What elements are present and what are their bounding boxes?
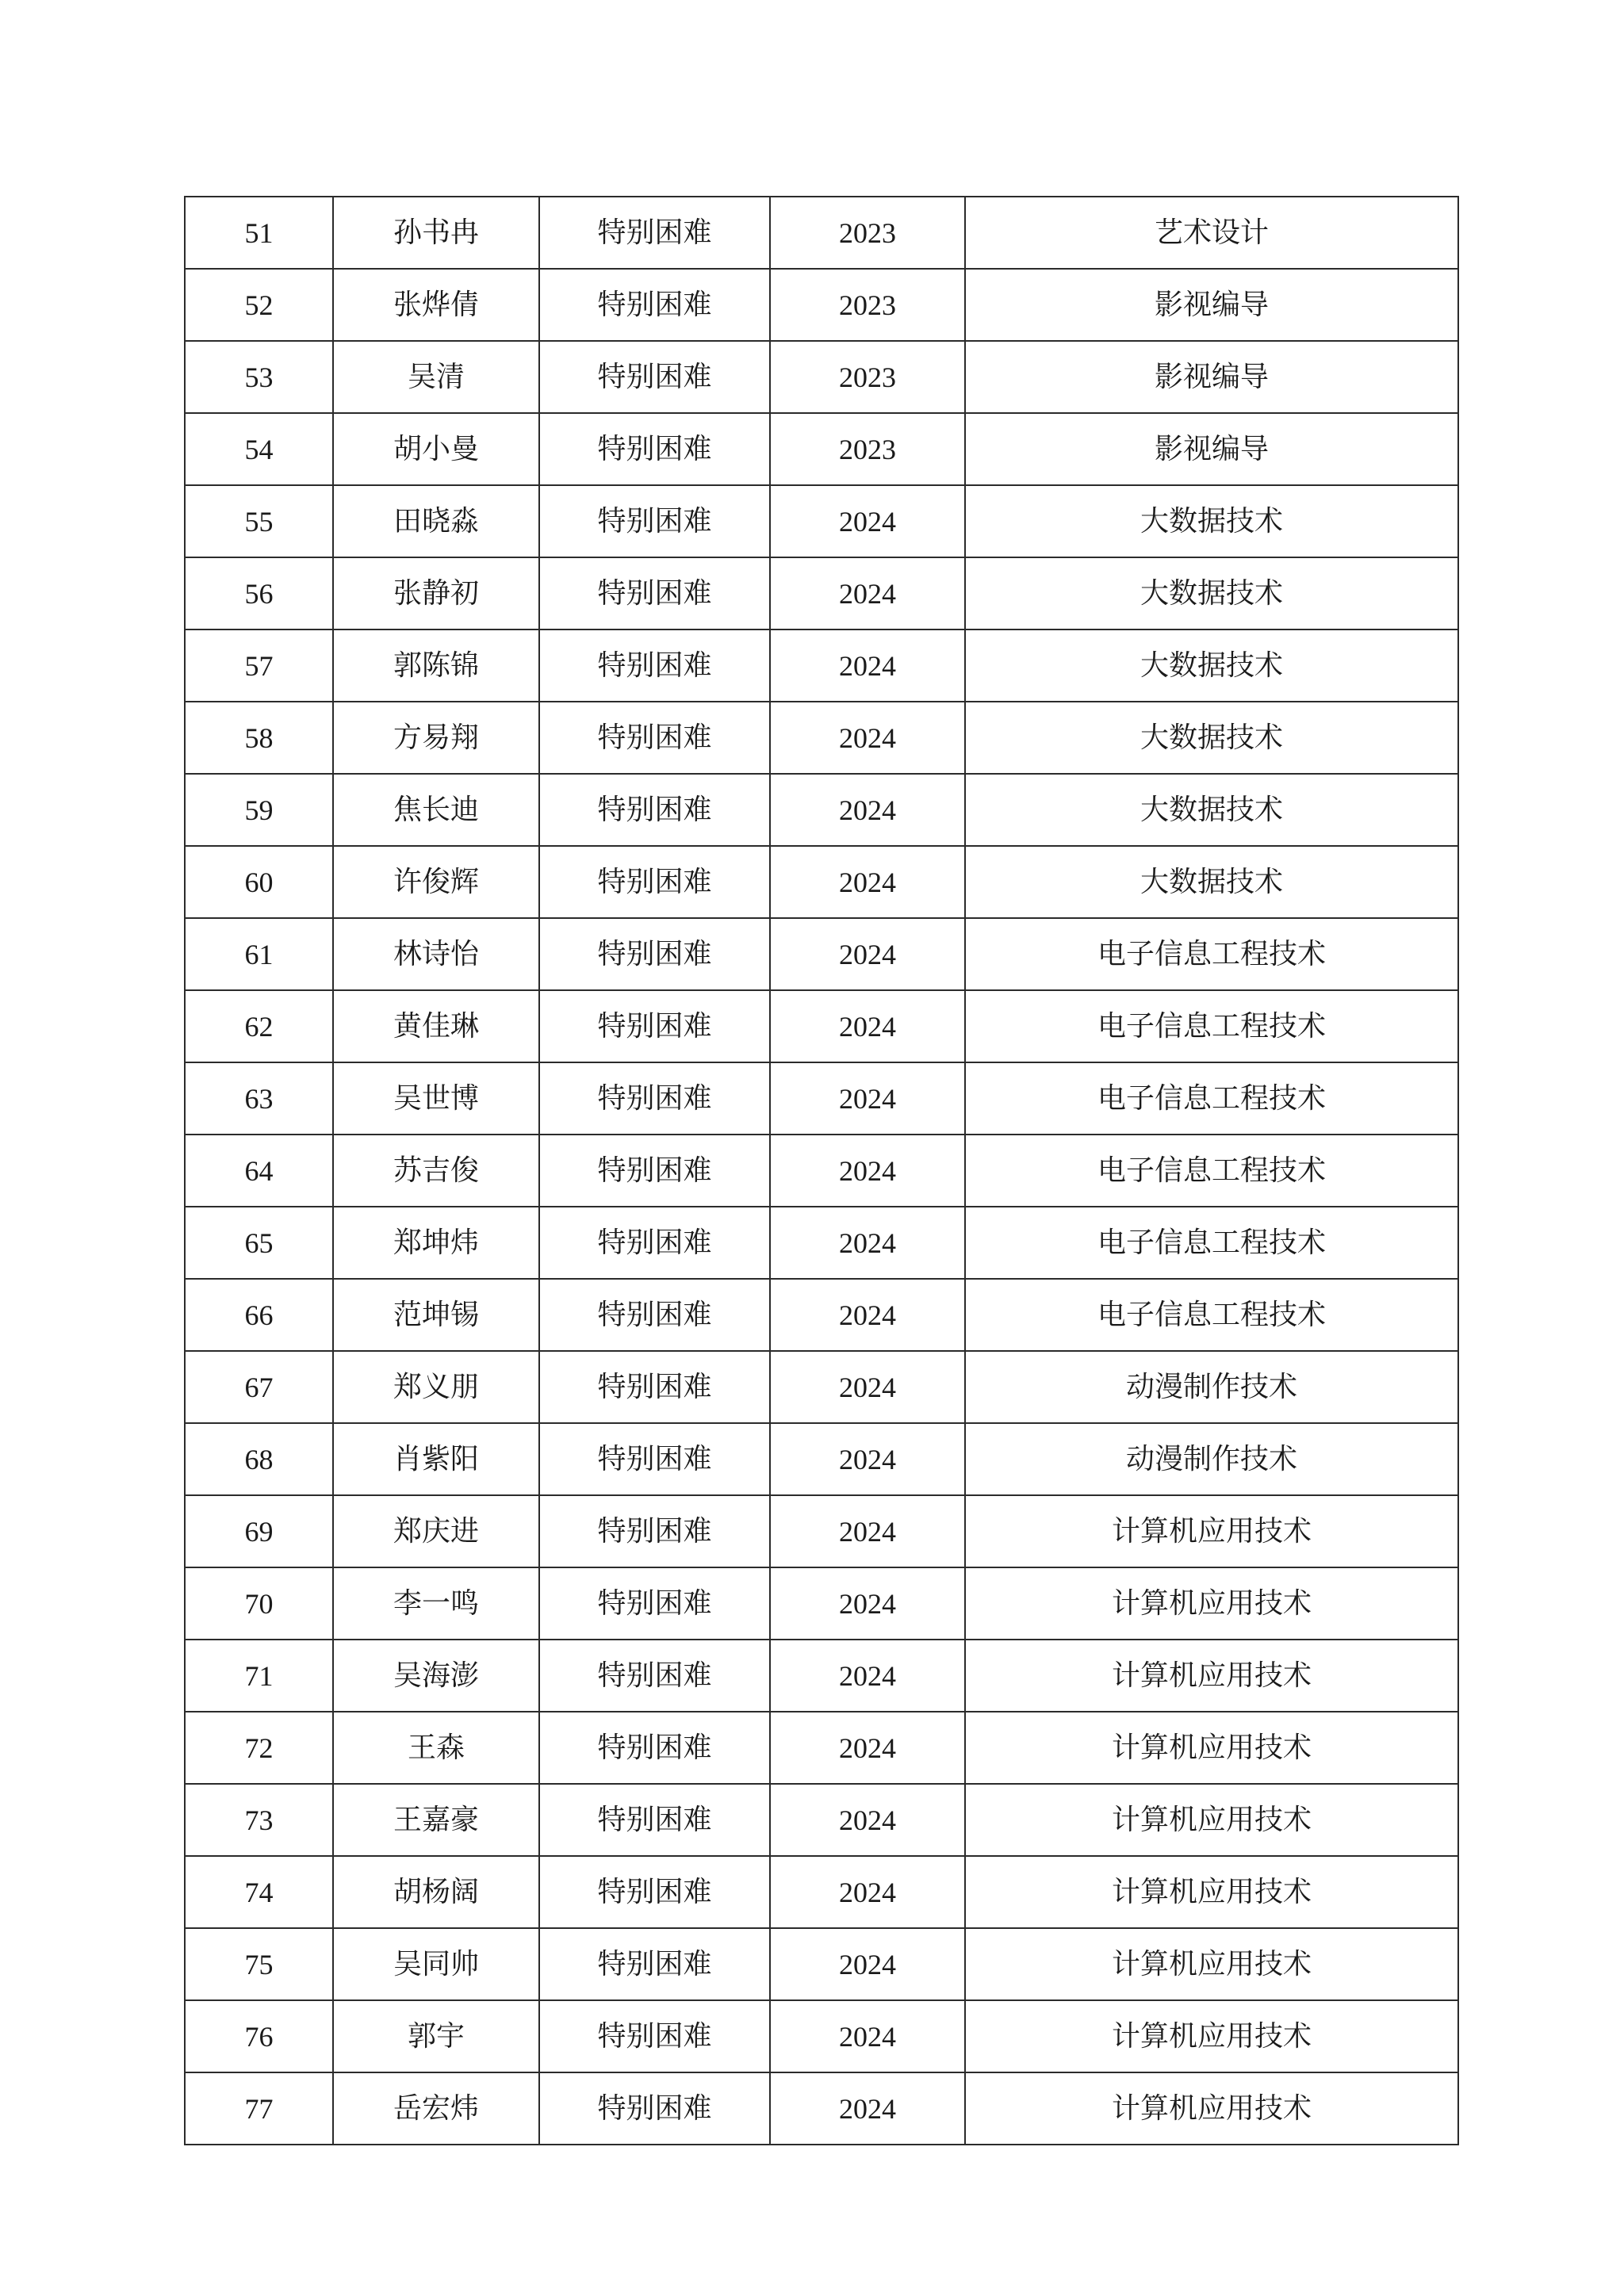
table-row <box>185 1856 1458 1928</box>
grade-year-cell: 2024 <box>770 846 965 918</box>
major-cell: 计算机应用技术 <box>965 1856 1458 1928</box>
student-name-cell: 焦长迪 <box>333 774 539 846</box>
table-row <box>185 2072 1458 2145</box>
major-cell: 大数据技术 <box>965 629 1458 702</box>
grade-year-cell: 2024 <box>770 1567 965 1640</box>
grade-year-cell: 2024 <box>770 1279 965 1351</box>
major-cell: 电子信息工程技术 <box>965 990 1458 1062</box>
major-cell: 动漫制作技术 <box>965 1351 1458 1423</box>
student-name-cell: 吴海澎 <box>333 1640 539 1712</box>
difficulty-level-cell: 特别困难 <box>539 341 770 413</box>
row-number-cell: 61 <box>185 918 333 990</box>
table-row <box>185 1928 1458 2000</box>
student-name-cell: 郭陈锦 <box>333 629 539 702</box>
row-number-cell: 51 <box>185 197 333 269</box>
grade-year-cell: 2024 <box>770 1712 965 1784</box>
student-name-cell: 张烨倩 <box>333 269 539 341</box>
student-name-cell: 田晓淼 <box>333 485 539 557</box>
table-row <box>185 1784 1458 1856</box>
table-row <box>185 2000 1458 2072</box>
difficulty-level-cell: 特别困难 <box>539 1495 770 1567</box>
difficulty-level-cell: 特别困难 <box>539 702 770 774</box>
student-name-cell: 胡杨阔 <box>333 1856 539 1928</box>
grade-year-cell: 2024 <box>770 1784 965 1856</box>
table-row <box>185 1567 1458 1640</box>
grade-year-cell: 2023 <box>770 413 965 485</box>
grade-year-cell: 2024 <box>770 1351 965 1423</box>
difficulty-level-cell: 特别困难 <box>539 918 770 990</box>
student-name-cell: 孙书冉 <box>333 197 539 269</box>
student-name-cell: 张静初 <box>333 557 539 629</box>
difficulty-level-cell: 特别困难 <box>539 413 770 485</box>
table-row <box>185 1279 1458 1351</box>
student-name-cell: 李一鸣 <box>333 1567 539 1640</box>
student-name-cell: 黄佳琳 <box>333 990 539 1062</box>
table-row <box>185 629 1458 702</box>
grade-year-cell: 2023 <box>770 269 965 341</box>
table-row <box>185 702 1458 774</box>
difficulty-level-cell: 特别困难 <box>539 774 770 846</box>
major-cell: 电子信息工程技术 <box>965 918 1458 990</box>
grade-year-cell: 2023 <box>770 341 965 413</box>
major-cell: 大数据技术 <box>965 557 1458 629</box>
grade-year-cell: 2024 <box>770 1062 965 1135</box>
student-name-cell: 范坤锡 <box>333 1279 539 1351</box>
grade-year-cell: 2024 <box>770 2072 965 2145</box>
row-number-cell: 72 <box>185 1712 333 1784</box>
table-row <box>185 1712 1458 1784</box>
major-cell: 影视编导 <box>965 341 1458 413</box>
difficulty-level-cell: 特别困难 <box>539 1207 770 1279</box>
difficulty-level-cell: 特别困难 <box>539 1567 770 1640</box>
major-cell: 动漫制作技术 <box>965 1423 1458 1495</box>
student-name-cell: 吴同帅 <box>333 1928 539 2000</box>
row-number-cell: 56 <box>185 557 333 629</box>
major-cell: 影视编导 <box>965 269 1458 341</box>
major-cell: 计算机应用技术 <box>965 1640 1458 1712</box>
row-number-cell: 59 <box>185 774 333 846</box>
row-number-cell: 57 <box>185 629 333 702</box>
difficulty-level-cell: 特别困难 <box>539 1856 770 1928</box>
row-number-cell: 64 <box>185 1135 333 1207</box>
grade-year-cell: 2024 <box>770 990 965 1062</box>
major-cell: 影视编导 <box>965 413 1458 485</box>
major-cell: 大数据技术 <box>965 846 1458 918</box>
difficulty-level-cell: 特别困难 <box>539 1423 770 1495</box>
table-row <box>185 1495 1458 1567</box>
difficulty-level-cell: 特别困难 <box>539 2072 770 2145</box>
student-name-cell: 吴世博 <box>333 1062 539 1135</box>
student-name-cell: 郭宇 <box>333 2000 539 2072</box>
student-name-cell: 许俊辉 <box>333 846 539 918</box>
row-number-cell: 62 <box>185 990 333 1062</box>
major-cell: 计算机应用技术 <box>965 1712 1458 1784</box>
table-row <box>185 1423 1458 1495</box>
table-row <box>185 557 1458 629</box>
major-cell: 电子信息工程技术 <box>965 1135 1458 1207</box>
major-cell: 计算机应用技术 <box>965 1784 1458 1856</box>
table-row <box>185 1135 1458 1207</box>
grade-year-cell: 2024 <box>770 774 965 846</box>
major-cell: 计算机应用技术 <box>965 1928 1458 2000</box>
table-row <box>185 197 1458 269</box>
row-number-cell: 65 <box>185 1207 333 1279</box>
difficulty-level-cell: 特别困难 <box>539 197 770 269</box>
table-row <box>185 1640 1458 1712</box>
row-number-cell: 63 <box>185 1062 333 1135</box>
student-name-cell: 郑义朋 <box>333 1351 539 1423</box>
student-name-cell: 吴清 <box>333 341 539 413</box>
row-number-cell: 66 <box>185 1279 333 1351</box>
table-row <box>185 918 1458 990</box>
grade-year-cell: 2024 <box>770 1135 965 1207</box>
grade-year-cell: 2024 <box>770 557 965 629</box>
difficulty-level-cell: 特别困难 <box>539 1135 770 1207</box>
student-name-cell: 林诗怡 <box>333 918 539 990</box>
row-number-cell: 53 <box>185 341 333 413</box>
student-name-cell: 郑坤炜 <box>333 1207 539 1279</box>
difficulty-level-cell: 特别困难 <box>539 1351 770 1423</box>
grade-year-cell: 2024 <box>770 1640 965 1712</box>
difficulty-level-cell: 特别困难 <box>539 485 770 557</box>
row-number-cell: 71 <box>185 1640 333 1712</box>
grade-year-cell: 2024 <box>770 1423 965 1495</box>
major-cell: 计算机应用技术 <box>965 1567 1458 1640</box>
grade-year-cell: 2024 <box>770 629 965 702</box>
row-number-cell: 70 <box>185 1567 333 1640</box>
student-name-cell: 郑庆进 <box>333 1495 539 1567</box>
row-number-cell: 68 <box>185 1423 333 1495</box>
difficulty-level-cell: 特别困难 <box>539 1062 770 1135</box>
major-cell: 大数据技术 <box>965 702 1458 774</box>
student-name-cell: 苏吉俊 <box>333 1135 539 1207</box>
difficulty-level-cell: 特别困难 <box>539 1279 770 1351</box>
student-name-cell: 胡小曼 <box>333 413 539 485</box>
difficulty-level-cell: 特别困难 <box>539 1784 770 1856</box>
student-roster-table <box>184 196 1459 2145</box>
row-number-cell: 52 <box>185 269 333 341</box>
major-cell: 计算机应用技术 <box>965 2000 1458 2072</box>
grade-year-cell: 2024 <box>770 2000 965 2072</box>
grade-year-cell: 2024 <box>770 1928 965 2000</box>
row-number-cell: 67 <box>185 1351 333 1423</box>
grade-year-cell: 2024 <box>770 485 965 557</box>
table-row <box>185 1207 1458 1279</box>
grade-year-cell: 2024 <box>770 1207 965 1279</box>
difficulty-level-cell: 特别困难 <box>539 269 770 341</box>
grade-year-cell: 2024 <box>770 1856 965 1928</box>
difficulty-level-cell: 特别困难 <box>539 629 770 702</box>
row-number-cell: 74 <box>185 1856 333 1928</box>
roster-body <box>185 197 1458 2145</box>
row-number-cell: 73 <box>185 1784 333 1856</box>
row-number-cell: 60 <box>185 846 333 918</box>
major-cell: 电子信息工程技术 <box>965 1062 1458 1135</box>
major-cell: 艺术设计 <box>965 197 1458 269</box>
difficulty-level-cell: 特别困难 <box>539 846 770 918</box>
major-cell: 大数据技术 <box>965 485 1458 557</box>
grade-year-cell: 2023 <box>770 197 965 269</box>
table-row <box>185 1351 1458 1423</box>
major-cell: 电子信息工程技术 <box>965 1279 1458 1351</box>
table-row <box>185 413 1458 485</box>
row-number-cell: 75 <box>185 1928 333 2000</box>
student-name-cell: 王森 <box>333 1712 539 1784</box>
grade-year-cell: 2024 <box>770 1495 965 1567</box>
major-cell: 计算机应用技术 <box>965 1495 1458 1567</box>
row-number-cell: 76 <box>185 2000 333 2072</box>
row-number-cell: 54 <box>185 413 333 485</box>
difficulty-level-cell: 特别困难 <box>539 1928 770 2000</box>
student-name-cell: 王嘉豪 <box>333 1784 539 1856</box>
table-row <box>185 846 1458 918</box>
student-name-cell: 肖紫阳 <box>333 1423 539 1495</box>
table-row <box>185 485 1458 557</box>
row-number-cell: 77 <box>185 2072 333 2145</box>
difficulty-level-cell: 特别困难 <box>539 557 770 629</box>
row-number-cell: 58 <box>185 702 333 774</box>
difficulty-level-cell: 特别困难 <box>539 990 770 1062</box>
major-cell: 计算机应用技术 <box>965 2072 1458 2145</box>
major-cell: 电子信息工程技术 <box>965 1207 1458 1279</box>
difficulty-level-cell: 特别困难 <box>539 1640 770 1712</box>
difficulty-level-cell: 特别困难 <box>539 2000 770 2072</box>
major-cell: 大数据技术 <box>965 774 1458 846</box>
table-row <box>185 1062 1458 1135</box>
student-name-cell: 方易翔 <box>333 702 539 774</box>
grade-year-cell: 2024 <box>770 702 965 774</box>
grade-year-cell: 2024 <box>770 918 965 990</box>
difficulty-level-cell: 特别困难 <box>539 1712 770 1784</box>
table-row <box>185 341 1458 413</box>
row-number-cell: 55 <box>185 485 333 557</box>
student-name-cell: 岳宏炜 <box>333 2072 539 2145</box>
table-row <box>185 269 1458 341</box>
row-number-cell: 69 <box>185 1495 333 1567</box>
table-row <box>185 774 1458 846</box>
table-row <box>185 990 1458 1062</box>
